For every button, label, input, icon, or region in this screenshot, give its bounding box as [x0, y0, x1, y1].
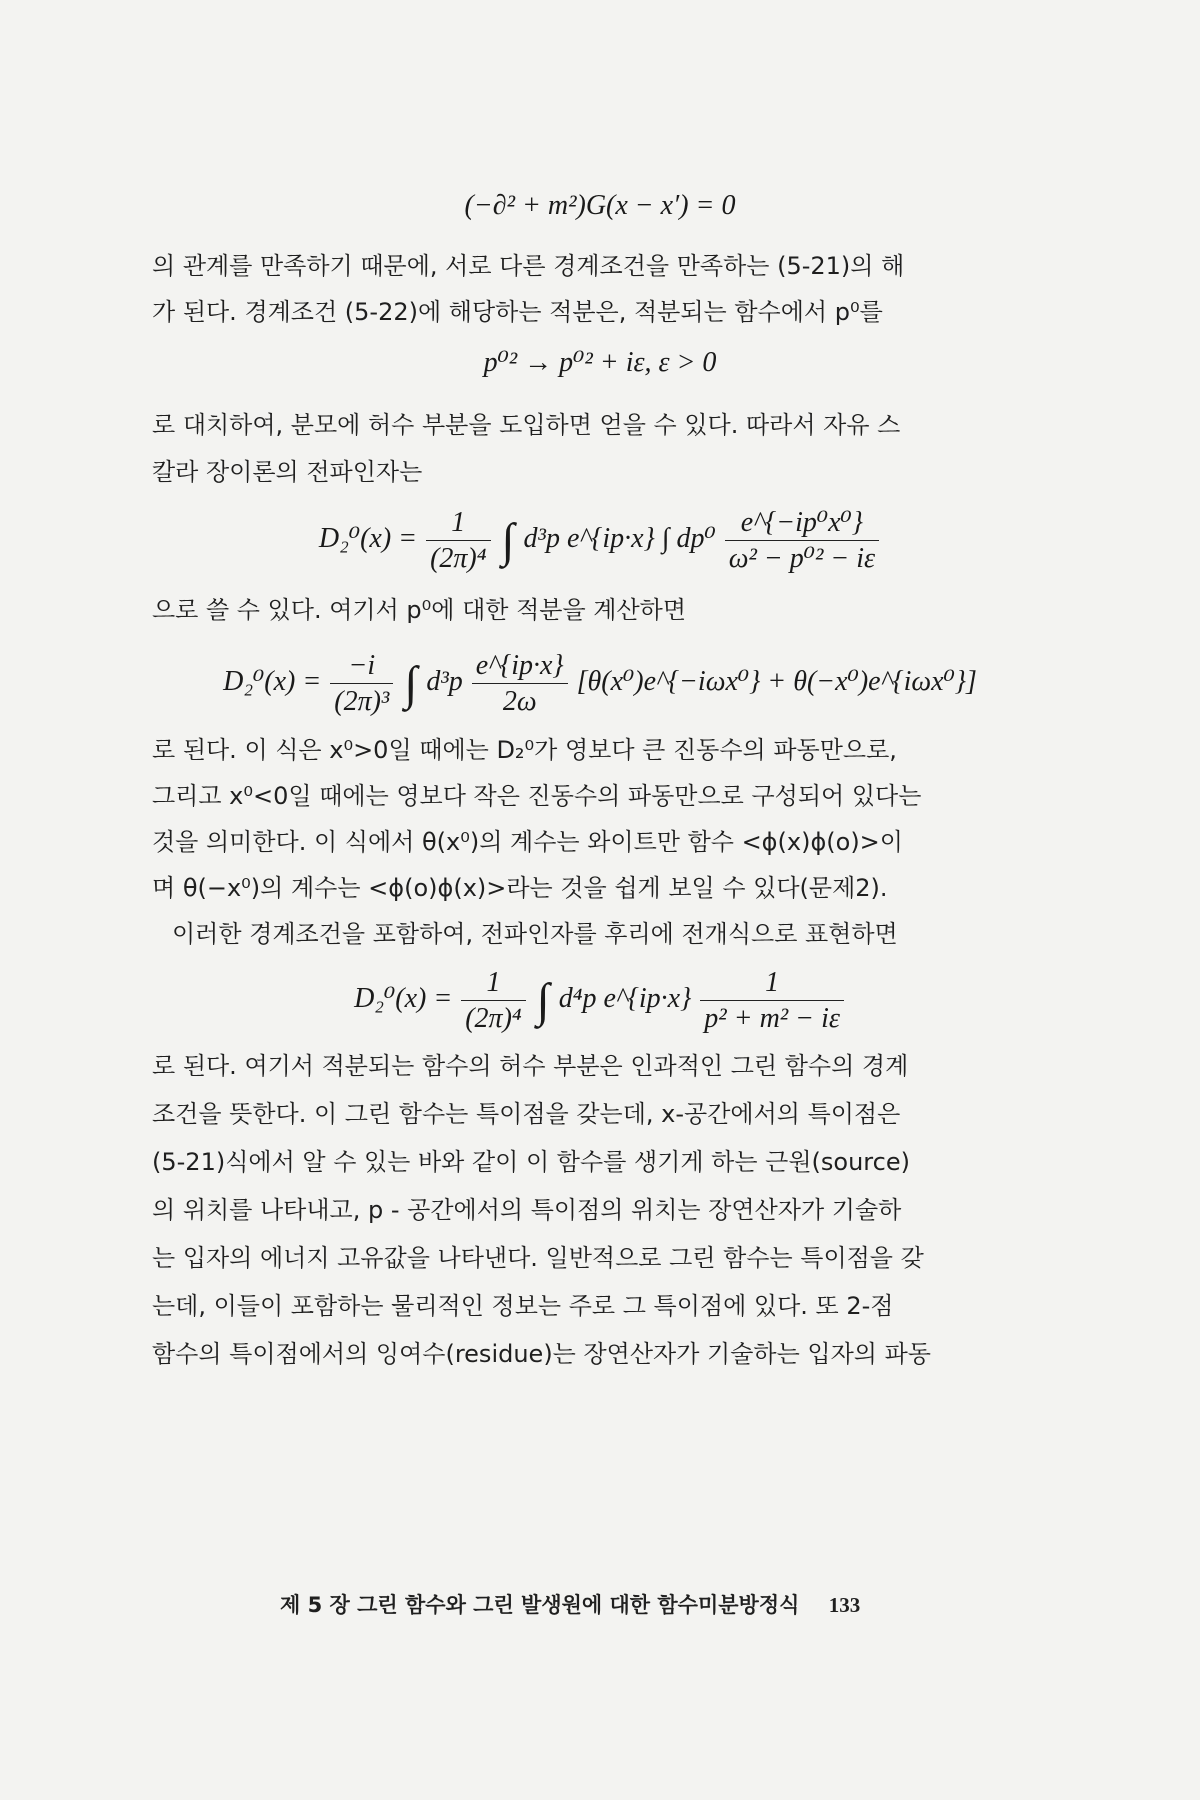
eq-denominator: (2π)⁴ [430, 543, 487, 574]
eq-numerator: e^{−ip⁰x⁰} [725, 505, 879, 541]
eq-fraction [461, 965, 525, 1036]
eq-numerator: 1 [700, 965, 844, 1001]
eq-numerator: 1 [426, 505, 490, 541]
text-line: 의 관계를 만족하기 때문에, 서로 다른 경계조건을 만족하는 (5-21)의 해 [152, 252, 905, 280]
eq-lhs: D₂⁰(x) = [223, 665, 322, 697]
eq-denominator: (2π)³ [334, 686, 390, 717]
eq-integrand: d³p e^{ip·x} ∫ dp⁰ [523, 522, 716, 554]
text-line: 는 입자의 에너지 고유값을 나타낸다. 일반적으로 그린 함수는 특이점을 갖 [152, 1244, 924, 1272]
eq-integrand: d⁴p e^{ip·x} [558, 982, 692, 1014]
eq-numerator: 1 [461, 965, 525, 1001]
eq-integrand: d³p [426, 665, 463, 697]
equation-propagator-fourier [0, 965, 1200, 1036]
eq-denominator: p² + m² − iε [704, 1003, 840, 1034]
text-line: 는데, 이들이 포함하는 물리적인 정보는 주로 그 특이점에 있다. 또 2-점 [152, 1292, 894, 1320]
text-line: 이러한 경계조건을 포함하여, 전파인자를 후리에 전개식으로 표현하면 [172, 920, 898, 948]
eq-lhs: D₂⁰(x) = [354, 982, 453, 1014]
text-line: 칼라 장이론의 전파인자는 [152, 458, 423, 486]
text-line: 로 된다. 이 식은 x⁰>0일 때에는 D₂⁰가 영보다 큰 진동수의 파동만으로, [152, 736, 897, 764]
text-line: 함수의 특이점에서의 잉여수(residue)는 장연산자가 기술하는 입자의 파동 [152, 1340, 931, 1368]
text-line: 가 된다. 경계조건 (5-22)에 해당하는 적분은, 적분되는 함수에서 p⁰를 [152, 298, 883, 326]
text-line: 으로 쓸 수 있다. 여기서 p⁰에 대한 적분을 계산하면 [152, 596, 687, 624]
equation-i-epsilon: p⁰² → p⁰² + iε, ε > 0 [483, 347, 717, 378]
eq-denominator: (2π)⁴ [465, 1003, 522, 1034]
eq-numerator: −i [330, 648, 393, 684]
integral-sign: ∫ [404, 657, 418, 710]
eq-fraction [426, 505, 490, 576]
eq-bracket-terms: [θ(x⁰)e^{−iωx⁰} + θ(−x⁰)e^{iωx⁰}] [576, 665, 977, 697]
eq-fraction [472, 648, 568, 719]
eq-fraction [330, 648, 393, 719]
integral-sign: ∫ [501, 514, 515, 567]
eq-numerator: e^{ip·x} [472, 648, 568, 684]
text-line: 며 θ(−x⁰)의 계수는 <ϕ(o)ϕ(x)>라는 것을 쉽게 보일 수 있다(문제2). [152, 874, 888, 902]
eq-fraction [725, 505, 879, 576]
text-line: 의 위치를 나타내고, p - 공간에서의 특이점의 위치는 장연산자가 기술하 [152, 1196, 902, 1224]
text-line: 로 대치하여, 분모에 허수 부분을 도입하면 얻을 수 있다. 따라서 자유 스 [152, 411, 901, 439]
eq-lhs: D₂⁰(x) = [318, 522, 418, 554]
equation-propagator-integral [0, 505, 1200, 576]
eq-fraction [700, 965, 844, 1036]
page-footer [280, 1585, 1060, 1625]
eq-denominator: ω² − p⁰² − iε [728, 543, 876, 574]
text-line: 그리고 x⁰<0일 때에는 영보다 작은 진동수의 파동만으로 구성되어 있다는 [152, 782, 922, 810]
chapter-title: 제 5 장 그린 함수와 그린 발생원에 대한 함수미분방정식 [280, 1593, 800, 1617]
text-line: (5-21)식에서 알 수 있는 바와 같이 이 함수를 생기게 하는 근원(source) [152, 1148, 910, 1176]
text-line: 것을 의미한다. 이 식에서 θ(x⁰)의 계수는 와이트만 함수 <ϕ(x)ϕ(o)>이 [152, 828, 903, 856]
eq-denominator: 2ω [502, 686, 537, 717]
text-line: 조건을 뜻한다. 이 그린 함수는 특이점을 갖는데, x-공간에서의 특이점은 [152, 1100, 901, 1128]
text-line: 로 된다. 여기서 적분되는 함수의 허수 부분은 인과적인 그린 함수의 경계 [152, 1052, 909, 1080]
integral-sign: ∫ [536, 974, 550, 1027]
equation-klein-gordon-green: (−∂² + m²)G(x − x′) = 0 [464, 190, 736, 221]
page-number: 133 [828, 1593, 861, 1617]
equation-propagator-theta [0, 648, 1200, 719]
